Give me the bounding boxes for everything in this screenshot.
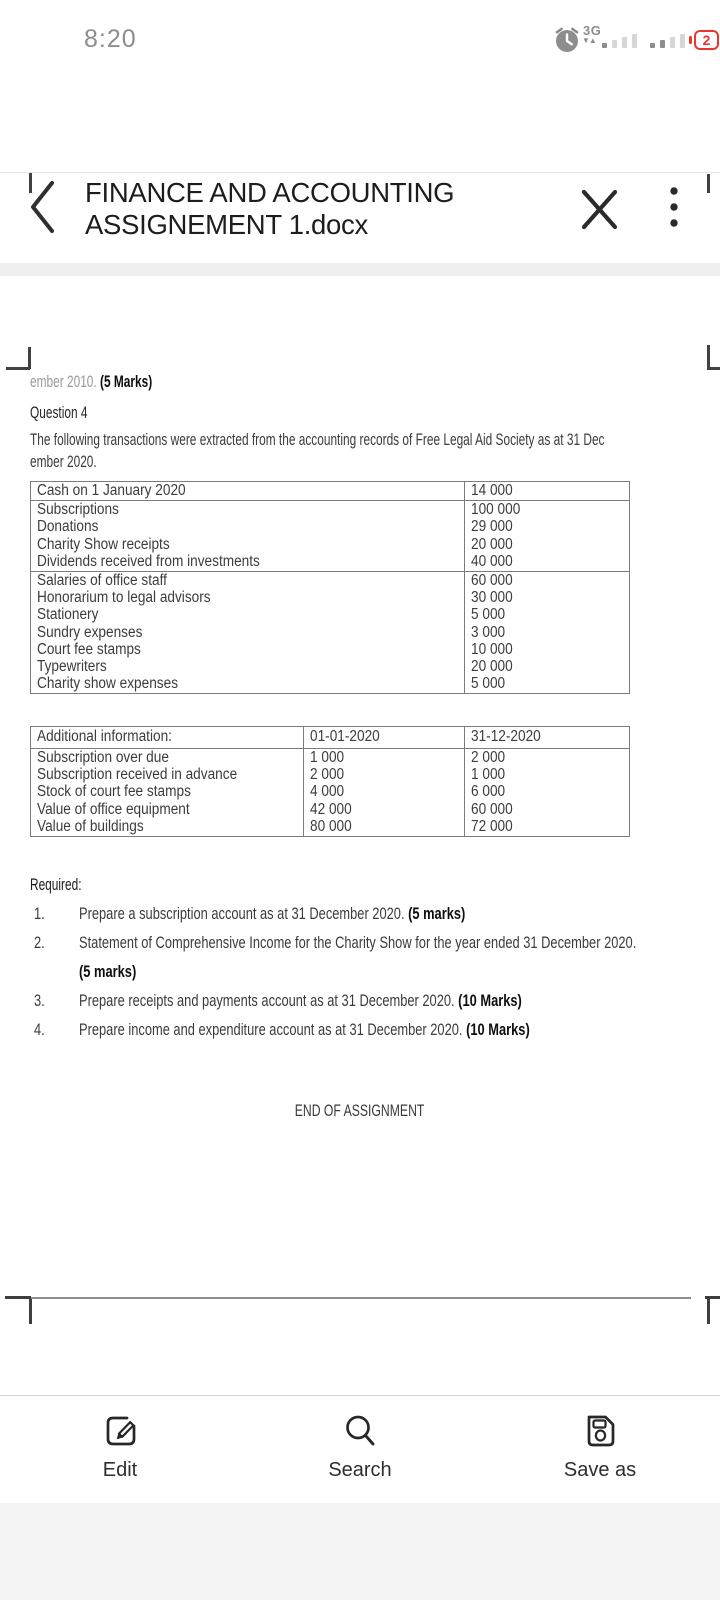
table-cell-line: 6 000 <box>471 783 506 801</box>
page-bottom-line <box>31 1297 691 1299</box>
bottom-toolbar <box>0 1395 720 1504</box>
list-item-line: Prepare a subscription account as at 31 December 2020. (5 marks) <box>79 905 466 923</box>
table-cell-line: 42 000 <box>310 800 352 818</box>
list-item-line: Prepare income and expenditure account as at 31 December 2020. (10 Marks) <box>79 1021 530 1039</box>
table-cell-line: 4 000 <box>310 783 345 801</box>
table-cell-line: 5 000 <box>471 606 506 624</box>
table-cell-line: Donations <box>37 518 99 536</box>
table-cell-line: 29 000 <box>471 518 513 536</box>
margin-crop-mark <box>28 347 31 369</box>
margin-crop-mark <box>707 367 720 370</box>
search-label: Search <box>328 1459 392 1481</box>
table-cell <box>31 572 464 693</box>
table-cell-line: 2 000 <box>471 749 506 766</box>
margin-crop-mark <box>707 345 710 369</box>
table-cell-line: Honorarium to legal advisors <box>37 589 211 607</box>
table-cell-line: 2 000 <box>310 766 345 784</box>
additional-info-table <box>30 726 630 837</box>
table-cell-line: Value of buildings <box>37 817 144 835</box>
table-cell <box>31 749 303 836</box>
margin-crop-mark <box>707 1298 710 1324</box>
search-icon <box>338 1409 382 1453</box>
list-item-line: Prepare receipts and payments account as at 31 December 2020. (10 Marks) <box>79 992 522 1010</box>
table-cell-line: 40 000 <box>471 552 513 570</box>
table-cell-line: Charity show expenses <box>37 675 179 693</box>
list-item-number: 4. <box>34 1021 45 1039</box>
table-cell-line: Stock of court fee stamps <box>37 783 191 801</box>
table-row-group <box>31 748 629 836</box>
table-cell-line: 60 000 <box>471 572 513 590</box>
list-item-number: 1. <box>34 905 45 923</box>
table-cell <box>31 501 464 571</box>
margin-crop-mark <box>6 367 30 370</box>
table-header-cell <box>464 727 629 748</box>
table-cell-line: Additional information: <box>37 728 172 745</box>
table-cell-line: 72 000 <box>471 817 513 835</box>
table-cell <box>464 572 629 693</box>
question-heading: Question 4 <box>30 404 88 422</box>
table-cell-line: 30 000 <box>471 589 513 607</box>
save-as-button[interactable] <box>480 1396 720 1504</box>
edit-icon <box>98 1409 142 1453</box>
table-cell-line: 60 000 <box>471 800 513 818</box>
table-cell-line: Court fee stamps <box>37 640 141 658</box>
table-cell-line: 31-12-2020 <box>471 728 541 745</box>
paragraph-line: ember 2020. <box>30 453 97 471</box>
doc-line <box>30 373 200 392</box>
margin-crop-mark <box>5 1296 31 1299</box>
table-cell <box>464 749 629 836</box>
transactions-table <box>30 481 630 694</box>
android-nav-bar <box>0 1503 720 1600</box>
document-title-line1: FINANCE AND ACCOUNTING <box>85 177 455 208</box>
clock-time: 8:20 <box>84 25 137 53</box>
end-of-assignment-text: END OF ASSIGNMENT <box>295 1102 425 1120</box>
table-cell-line: 80 000 <box>310 817 352 835</box>
table-cell-line: Subscription over due <box>37 749 169 766</box>
table-cell-line: 1 000 <box>471 766 506 784</box>
table-cell-line: 20 000 <box>471 535 513 553</box>
list-item-number: 3. <box>34 992 45 1010</box>
fragment-text: ember 2010. <box>30 373 101 391</box>
list-item-number: 2. <box>34 934 45 952</box>
table-cell <box>303 749 464 836</box>
table-cell-line: Subscriptions <box>37 501 119 519</box>
table-cell-line: 5 000 <box>471 675 506 693</box>
page-edge-mark <box>29 173 32 193</box>
edit-label: Edit <box>102 1459 138 1481</box>
list-item-line: Statement of Comprehensive Income for the Charity Show for the year ended 31 December 2020. <box>79 934 637 952</box>
table-cell-line: Subscription received in advance <box>37 766 238 784</box>
table-cell-line: 3 000 <box>471 623 506 641</box>
required-heading: Required: <box>30 876 82 894</box>
table-cell-line: Salaries of office staff <box>37 572 167 590</box>
table-row-group <box>31 500 629 571</box>
table-header-cell <box>303 727 464 748</box>
page-gap-band <box>0 263 720 276</box>
network-traffic-arrows-icon: ▼▲ <box>582 36 596 45</box>
table-cell <box>31 482 464 500</box>
save-as-label: Save as <box>563 1459 637 1481</box>
table-cell-line: 01-01-2020 <box>310 728 380 745</box>
table-cell-line: 20 000 <box>471 658 513 676</box>
marks-text: (5 Marks) <box>100 373 153 391</box>
battery-icon: 2 <box>694 30 719 50</box>
table-header-cell <box>31 727 303 748</box>
save-as-icon <box>578 1409 622 1453</box>
document-title-line2: ASSIGNEMENT 1.docx <box>85 209 368 240</box>
table-cell <box>464 482 629 500</box>
table-cell-line: Charity Show receipts <box>37 535 170 553</box>
table-header-row <box>31 727 629 748</box>
table-cell-line: Stationery <box>37 606 99 624</box>
table-cell-line: 14 000 <box>471 482 513 499</box>
table-cell-line: 10 000 <box>471 640 513 658</box>
table-cell-line: 1 000 <box>310 749 345 766</box>
edit-button[interactable] <box>0 1396 240 1504</box>
table-cell-line: Dividends received from investments <box>37 552 260 570</box>
table-cell-line: Value of office equipment <box>37 800 190 818</box>
paragraph-line: The following transactions were extracted from the accounting records of Free Legal Aid Society as at 31 Dec <box>30 431 605 449</box>
table-row-group <box>31 482 629 500</box>
margin-crop-mark <box>29 1297 32 1324</box>
page-edge-mark <box>707 174 710 193</box>
list-item-line: (5 marks) <box>79 963 137 981</box>
table-cell-line: 100 000 <box>471 501 521 519</box>
table-cell-line: Typewriters <box>37 658 107 676</box>
network-type-3g: 3G <box>583 23 602 38</box>
table-row-group <box>31 571 629 693</box>
table-cell <box>464 501 629 571</box>
table-cell-line: Sundry expenses <box>37 623 143 641</box>
search-button[interactable] <box>240 1396 480 1504</box>
table-cell-line: Cash on 1 January 2020 <box>37 482 186 499</box>
